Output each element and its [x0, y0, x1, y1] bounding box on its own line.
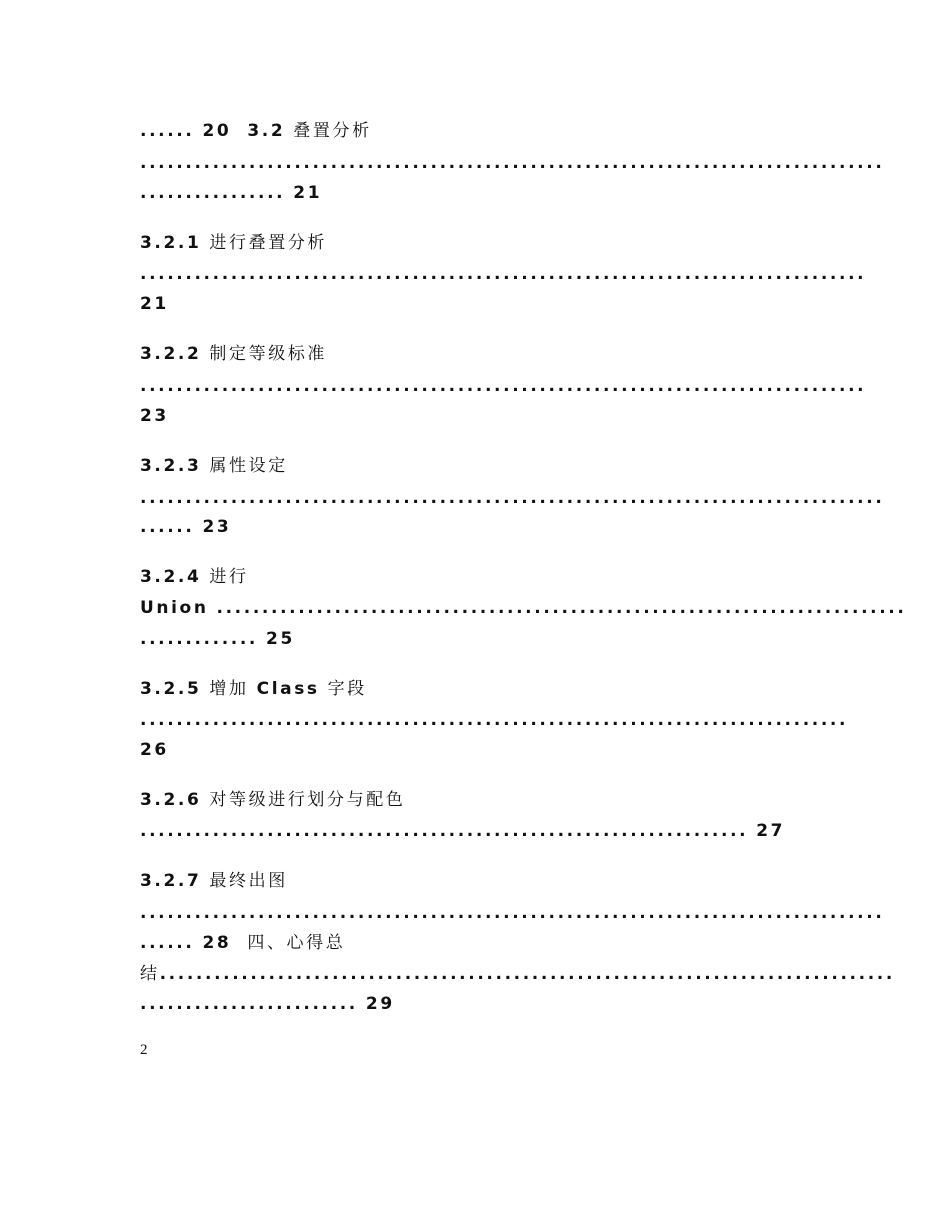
toc-section-number: 3.2.5 [140, 679, 202, 699]
toc-leader: ................................................................................ [140, 264, 867, 284]
toc-leader: ................................................................... [140, 821, 749, 841]
toc-section-title-cont: Union [140, 598, 209, 618]
toc-leader: ............................................................................ [216, 598, 907, 618]
toc-leader: ........................ [140, 994, 358, 1014]
toc-section-title: 进行叠置分析 [209, 233, 328, 253]
toc-leader: ................ [140, 183, 286, 203]
toc-leader-line [140, 820, 785, 842]
toc-leader: .................................................................................. [140, 903, 885, 923]
toc-section-number: 3.2.7 [140, 871, 202, 891]
toc-leader: .................................................................................. [140, 488, 885, 508]
toc-section-title: 增加 [209, 679, 249, 699]
toc-leader-line [140, 709, 848, 731]
toc-leader: .............................................................................. [140, 710, 849, 730]
toc-entry-3-2-1 [140, 232, 327, 254]
toc-page-number: 21 [140, 294, 169, 314]
toc-leader-line [140, 628, 295, 650]
toc-leader: .................................................................................. [140, 153, 885, 173]
toc-page-number: 27 [756, 821, 786, 841]
toc-page-number: 28 [202, 933, 232, 953]
toc-chapter-title: 四、心得总 [247, 933, 346, 953]
toc-section-title: Class [256, 679, 320, 699]
toc-leader-line [140, 487, 884, 509]
toc-page-line [140, 293, 169, 315]
toc-leader: ...... [140, 121, 195, 141]
toc-entry-3-2-5 [140, 678, 367, 700]
toc-section-number: 3.2.3 [140, 456, 202, 476]
toc-section-number: 3.2.1 [140, 233, 202, 253]
toc-page-number: 23 [140, 406, 169, 426]
toc-leader-line [140, 993, 395, 1015]
toc-leader: ............. [140, 629, 259, 649]
toc-leader: ...... [140, 933, 195, 953]
toc-leader-line [140, 152, 884, 174]
toc-section-number: 3.2 [247, 121, 286, 141]
toc-page-line [140, 405, 169, 427]
toc-leader-line [140, 182, 322, 204]
toc-leader-line [140, 902, 884, 924]
toc-entry-3-2-6 [140, 789, 405, 811]
toc-leader: ...... [140, 517, 195, 537]
toc-section-title: 对等级进行划分与配色 [209, 790, 406, 810]
toc-section-number: 3.2.6 [140, 790, 202, 810]
toc-leader: ................................................................................. [159, 964, 895, 984]
toc-section-number: 3.2.4 [140, 567, 202, 587]
toc-entry-3-2-4 [140, 566, 249, 588]
toc-section-title: 最终出图 [209, 871, 288, 891]
toc-leader-line [140, 963, 895, 985]
page-footer-number: 2 [140, 1042, 148, 1058]
toc-leader: ................................................................................ [140, 376, 867, 396]
toc-line-3-2 [140, 120, 372, 142]
toc-section-title: 字段 [327, 679, 367, 699]
toc-leader-line [140, 375, 866, 397]
toc-page-line [140, 739, 169, 761]
toc-chapter-title-cont: 结 [140, 964, 160, 984]
toc-section-title: 叠置分析 [293, 121, 372, 141]
toc-entry-3-2-2 [140, 343, 327, 365]
toc-leader-line [140, 932, 345, 954]
toc-section-title: 进行 [209, 567, 249, 587]
toc-page-number: 21 [293, 183, 323, 203]
toc-section-title: 属性设定 [209, 456, 288, 476]
toc-entry-3-2-3 [140, 455, 288, 477]
toc-page-number: 23 [202, 517, 232, 537]
toc-entry-3-2-7 [140, 870, 288, 892]
toc-page-number: 25 [266, 629, 295, 649]
toc-leader-line [140, 597, 906, 619]
toc-section-number: 3.2.2 [140, 344, 202, 364]
toc-page-number: 20 [202, 121, 232, 141]
toc-page-number: 29 [365, 994, 395, 1014]
toc-page-number: 26 [140, 740, 169, 760]
toc-leader-line [140, 263, 866, 285]
toc-leader-line [140, 516, 231, 538]
toc-section-title: 制定等级标准 [209, 344, 328, 364]
